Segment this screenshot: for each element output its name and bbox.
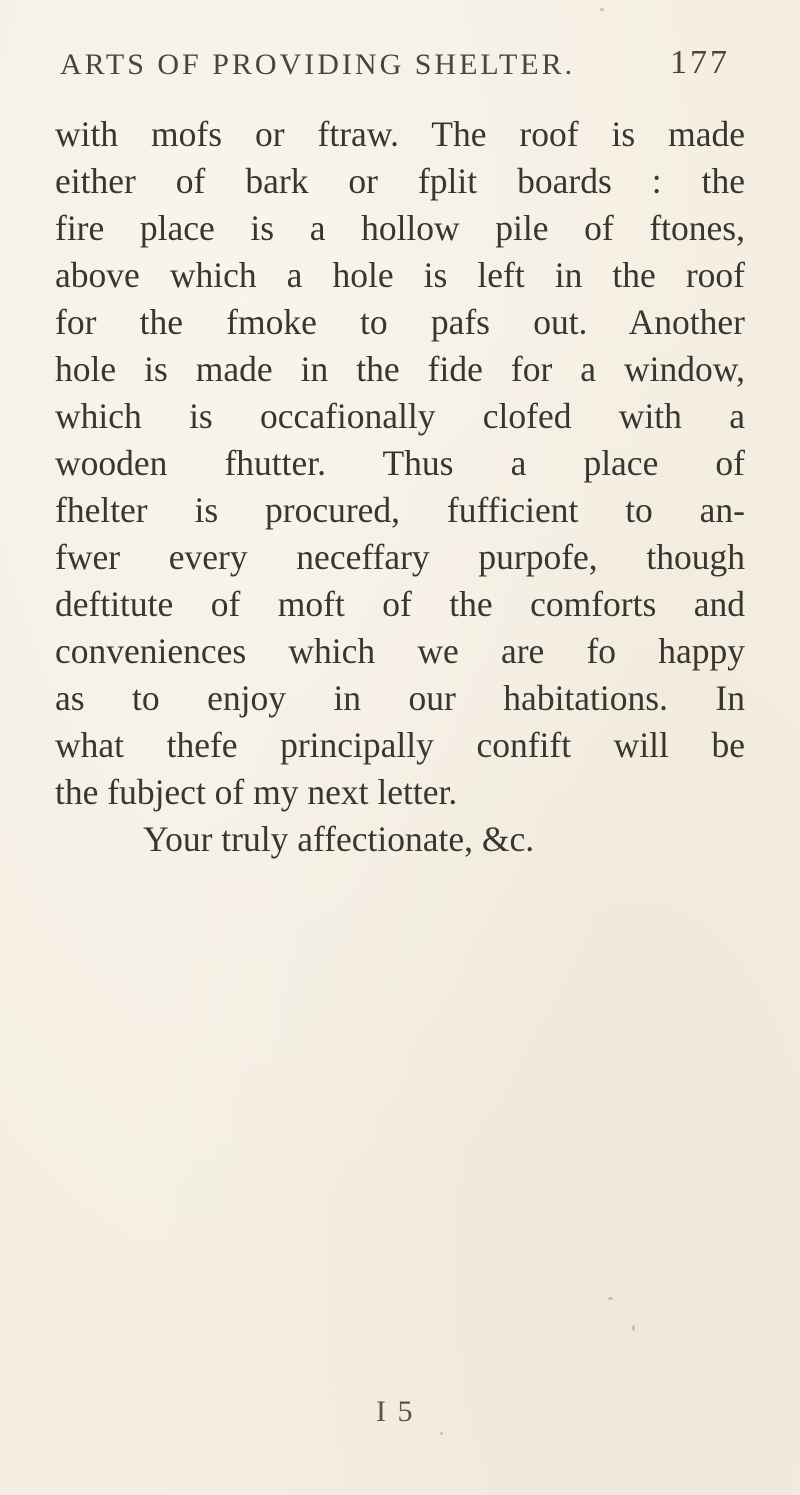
page-number: 177 (670, 44, 730, 81)
body-text (55, 111, 745, 863)
text-line: either of bark or fplit boards : the (55, 161, 745, 201)
text-line: wooden fhutter. Thus a place of (55, 443, 745, 483)
running-head (60, 44, 730, 98)
text-line: conveniences which we are fo happy (55, 631, 745, 671)
text-line: fhelter is procured, fufficient to an- (55, 490, 745, 530)
text-line: hole is made in the fide for a window, (55, 349, 745, 389)
paper-speck (440, 1432, 443, 1435)
paper-speck (600, 8, 604, 11)
paper-speck (608, 1297, 613, 1300)
text-line: for the fmoke to pafs out. Another (55, 302, 745, 342)
text-line: fire place is a hollow pile of ftones, (55, 208, 745, 248)
text-line: which is occafionally clofed with a (55, 396, 745, 436)
paper-speck (632, 1325, 635, 1331)
closing-line: Your truly affectionate, &c. (143, 819, 535, 859)
running-head-title: ARTS OF PROVIDING SHELTER. (60, 48, 576, 81)
text-line: what thefe principally confift will be (55, 725, 745, 765)
signature-mark: I 5 (376, 1395, 415, 1428)
text-line: as to enjoy in our habitations. In (55, 678, 745, 718)
text-line: above which a hole is left in the roof (55, 255, 745, 295)
text-line: fwer every neceffary purpofe, though (55, 537, 745, 577)
text-line: the fubject of my next letter. (55, 772, 458, 812)
text-line: deftitute of moft of the comforts and (55, 584, 745, 624)
text-line: with mofs or ftraw. The roof is made (55, 114, 745, 154)
